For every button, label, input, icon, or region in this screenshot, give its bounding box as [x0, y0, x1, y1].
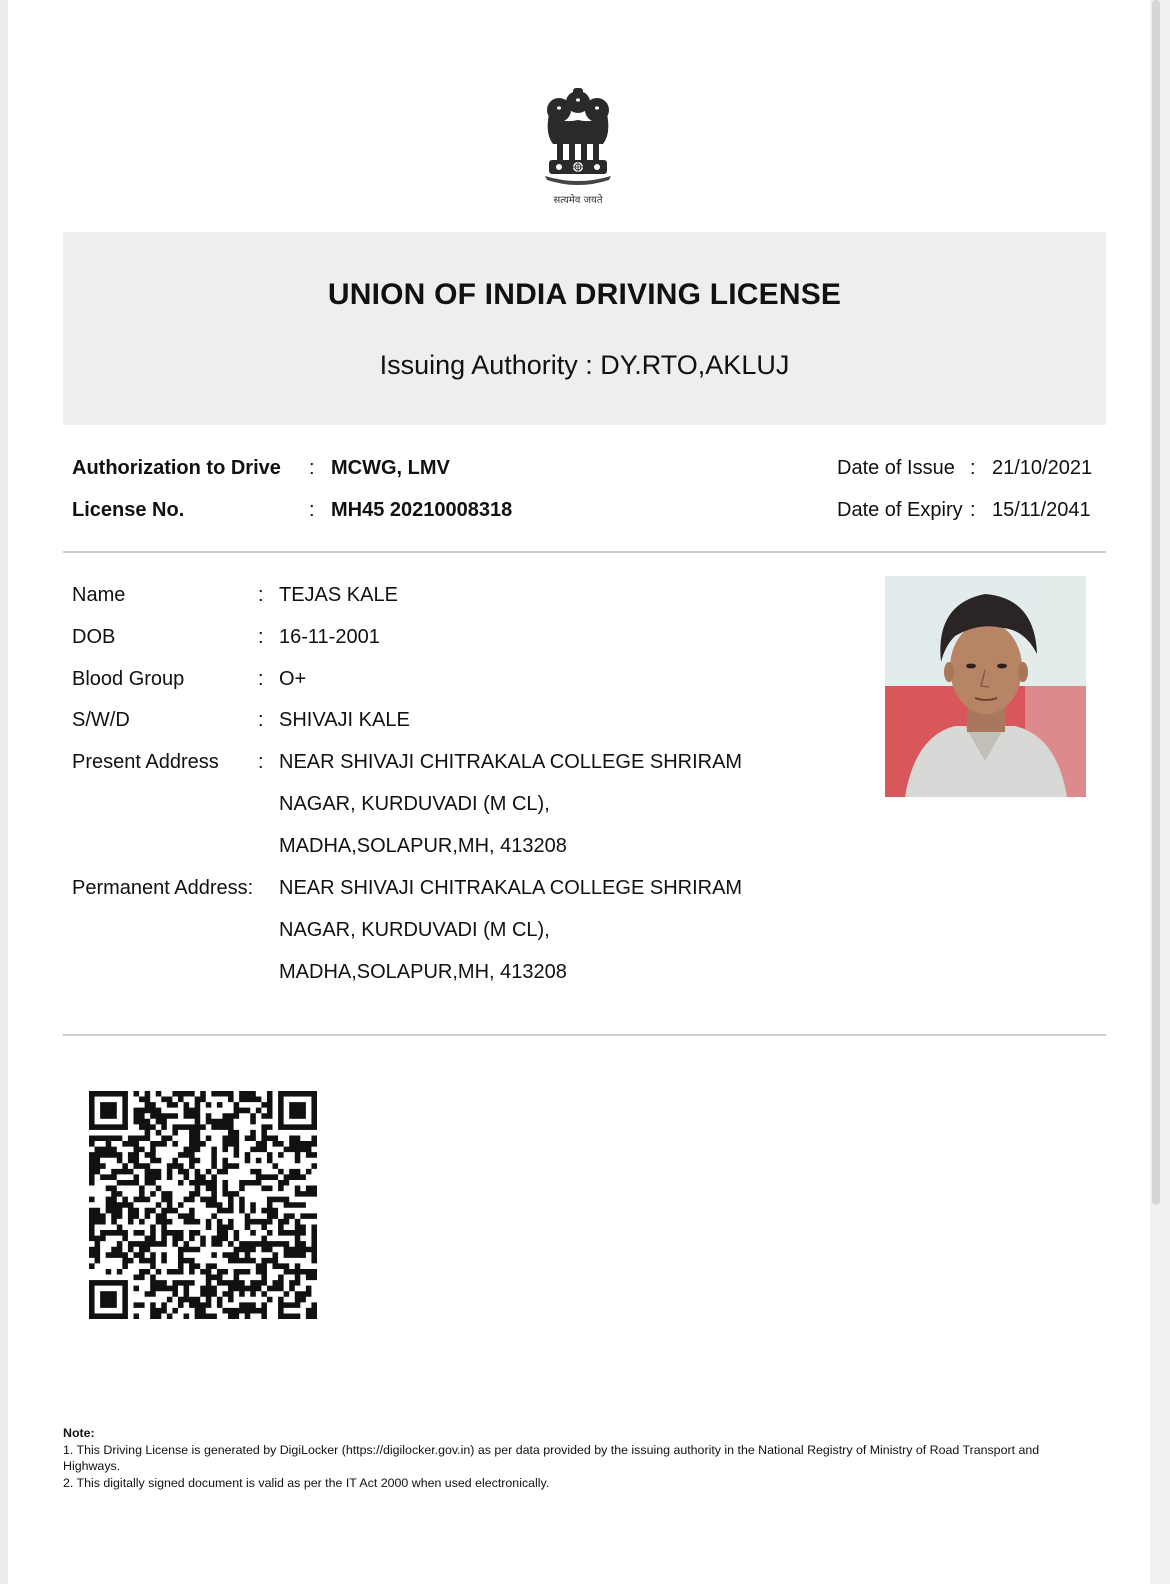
permanent-address-label: Permanent Address:: [72, 877, 254, 899]
swd-value: SHIVAJI KALE: [279, 709, 410, 731]
header-banner: [63, 232, 1106, 425]
dob-label: DOB: [72, 626, 116, 648]
swd-label: S/W/D: [72, 709, 130, 731]
note-title: Note:: [63, 1426, 95, 1440]
document-title: UNION OF INDIA DRIVING LICENSE: [327, 278, 842, 311]
holder-photo: [885, 576, 1086, 797]
permanent-address-line: NEAR SHIVAJI CHITRAKALA COLLEGE SHRIRAM: [279, 877, 743, 899]
present-address-line: NEAR SHIVAJI CHITRAKALA COLLEGE SHRIRAM: [279, 751, 743, 773]
issuing-authority: Issuing Authority : DY.RTO,AKLUJ: [379, 350, 790, 380]
dob-value: 16-11-2001: [279, 626, 380, 648]
emblem-motto: सत्यमेव जयते: [553, 195, 603, 206]
authorization-separator: :: [309, 457, 315, 479]
date-of-expiry-label: Date of Expiry: [837, 499, 963, 521]
date-of-issue-label: Date of Issue: [837, 457, 955, 479]
license-no-value: MH45 20210008318: [331, 499, 513, 521]
page-left-edge: [0, 0, 8, 1584]
license-no-separator: :: [309, 499, 315, 521]
license-no-label: License No.: [72, 499, 185, 521]
name-value: TEJAS KALE: [279, 584, 398, 606]
date-of-expiry-value: 15/11/2041: [992, 499, 1091, 521]
present-address-line: NAGAR, KURDUVADI (M CL),: [279, 793, 550, 815]
present-address-label: Present Address: [72, 751, 219, 773]
name-separator: :: [258, 584, 264, 606]
divider-top: [63, 551, 1106, 553]
blood-group-separator: :: [258, 668, 264, 690]
qr-finder-pattern: [281, 1094, 314, 1127]
date-of-issue-separator: :: [970, 457, 976, 479]
date-of-issue-value: 21/10/2021: [992, 457, 1093, 479]
note-item: 1. This Driving License is generated by DigiLocker (https://digilocker.gov.in) as per data provided by the issuing authority in the National Registry of Ministry of Road Transport and Highways.: [63, 1442, 1040, 1473]
permanent-address-line: MADHA,SOLAPUR,MH, 413208: [279, 961, 567, 983]
note-item: 2. This digitally signed document is valid as per the IT Act 2000 when used electronically.: [63, 1475, 550, 1490]
dob-separator: :: [258, 626, 264, 648]
authorization-label: Authorization to Drive: [72, 457, 281, 479]
scrollbar-thumb[interactable]: [1152, 0, 1160, 1205]
present-address-separator: :: [258, 751, 264, 773]
authorization-value: MCWG, LMV: [331, 457, 450, 479]
swd-separator: :: [258, 709, 264, 731]
blood-group-label: Blood Group: [72, 668, 185, 690]
name-label: Name: [72, 584, 126, 606]
qr-code: [89, 1091, 317, 1319]
ashoka-emblem-icon: [535, 84, 621, 209]
date-of-expiry-separator: :: [970, 499, 976, 521]
divider-bottom: [63, 1034, 1106, 1036]
note-section: [63, 1425, 1063, 1491]
qr-finder-pattern: [92, 1094, 125, 1127]
present-address-line: MADHA,SOLAPUR,MH, 413208: [279, 835, 567, 857]
permanent-address-line: NAGAR, KURDUVADI (M CL),: [279, 919, 550, 941]
qr-finder-pattern: [92, 1283, 125, 1316]
blood-group-value: O+: [279, 668, 307, 690]
